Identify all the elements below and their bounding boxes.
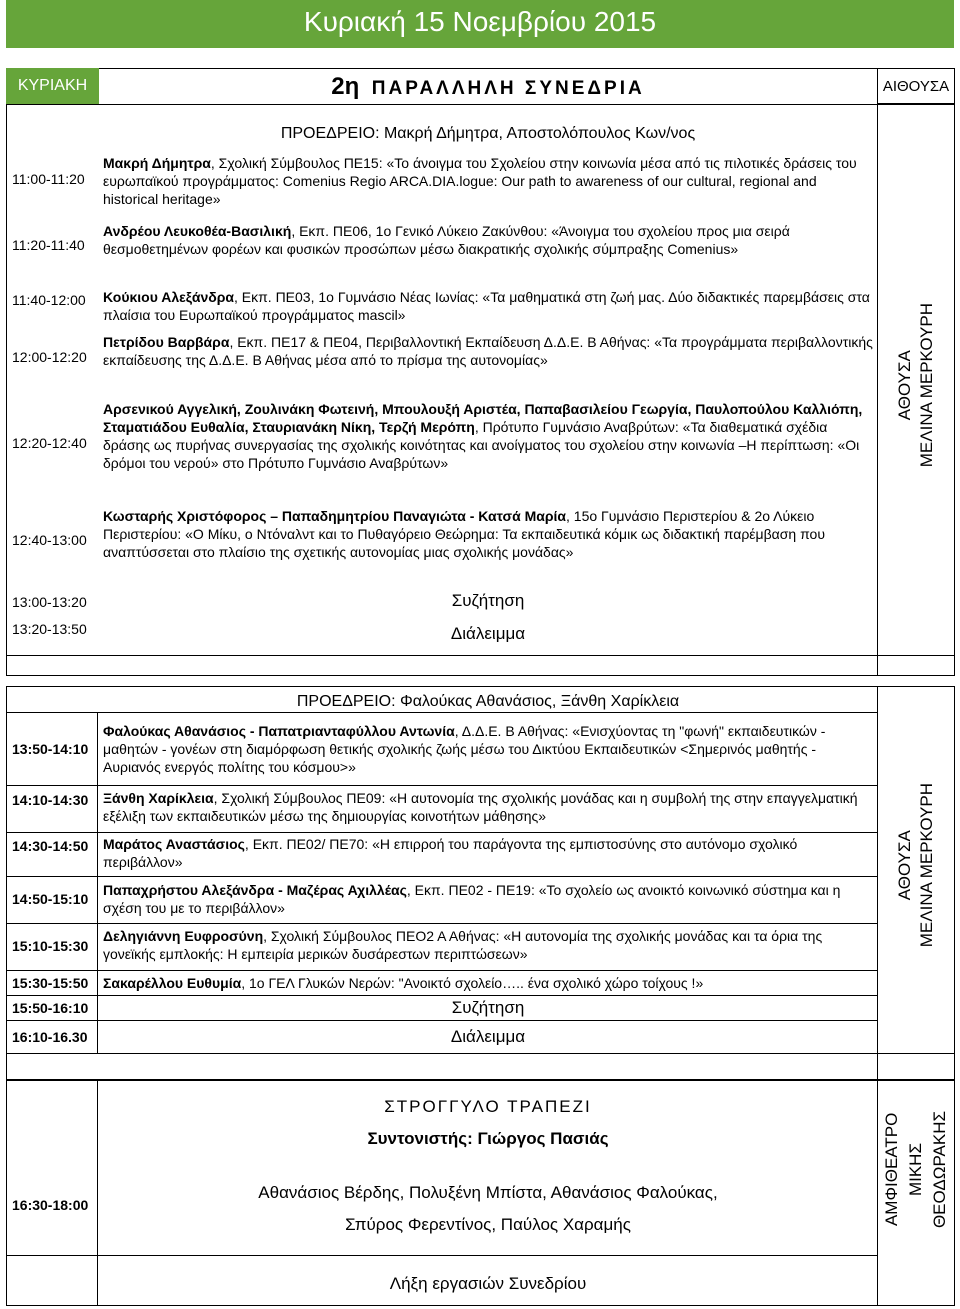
time-slot: 14:30-14:50	[12, 838, 89, 854]
time-slot: 15:50-16:10	[12, 1000, 89, 1016]
talk-author: Αρσενικού Αγγελική, Ζουλινάκη Φωτεινή, Μπουλουξή Αριστέα, Παπαβασιλείου Γεωργία, Παυλοπούλου Καλλιόπη, Σταματιάδου Ευθαλία, Σταυριανάκη Νίκη, Τερζή Μερόπη	[103, 401, 863, 435]
room-name-line: ΜΕΛΙΝΑ ΜΕΡΚΟΥΡΗ	[917, 782, 936, 948]
talk-entry	[103, 789, 873, 825]
time-slot: 11:40-12:00	[12, 292, 86, 308]
talk-author: Μακρή Δήμητρα	[103, 155, 211, 171]
talk-description: , Εκπ. ΠΕ06, 1ο Γενικό Λύκειο Ζακύνθου: «Άνοιγμα του σχολείου προς μια σειρά θεσμοθετημένων φορέων και φυσικών προσώπων μέσω διακρατικής σχολικής σύμπραξης Comenius»	[103, 223, 790, 257]
time-slot: 14:10-14:30	[12, 792, 89, 808]
talk-author: Δεληγιάννη Ευφροσύνη	[103, 928, 264, 944]
room-name-line: ΜΙΚΗΣ	[906, 1143, 925, 1197]
time-slot: 16:10-16.30	[12, 1029, 88, 1045]
round-table-coordinator: Συντονιστής: Γιώργος Πασιάς	[367, 1129, 609, 1148]
talk-entry	[103, 288, 873, 324]
talk-author: Ξάνθη Χαρίκλεια	[103, 790, 214, 806]
talk-entry	[103, 974, 873, 992]
block2-chair-text: ΠΡΟΕΔΡΕΙΟ: Φαλούκας Αθανάσιος, Ξάνθη Χαρίκλεια	[296, 693, 680, 710]
talk-description: , Εκπ. ΠΕ17 & ΠΕ04, Περιβαλλοντική Εκπαίδευση Δ.Δ.Ε. Β Αθήνας: «Τα προγράμματα περιβαλλοντικής εκπαίδευσης της Δ.Δ.Ε. Β Αθήνας μέσα από το πρίσμα της αυτονομίας»	[103, 334, 873, 368]
room-name-line: ΘΕΟΔΩΡΑΚΗΣ	[930, 1111, 949, 1229]
talk-description: , Σχολική Σύμβουλος ΠΕ15: «Το άνοιγμα του Σχολείου στην κοινωνία μέσα από τις πιλοτικές δράσεις του ευρωπαϊκού προγράμματος: Comenius Regio ARCA.DIA.logue: Our path to awareness of our cultural, regional and historical heritage»	[103, 155, 857, 207]
time-slot: 12:20-12:40	[12, 435, 87, 451]
time-slot: 14:50-15:10	[12, 891, 89, 907]
discussion-label: Συζήτηση	[451, 591, 525, 610]
block1-room-text	[894, 303, 938, 467]
break-label: Διάλειμμα	[450, 1027, 526, 1046]
talk-author: Ανδρέου Λευκοθέα-Βασιλική	[103, 223, 292, 239]
talk-entry	[103, 222, 873, 258]
block3-room-text	[880, 1111, 952, 1228]
time-slot: 11:20-11:40	[12, 237, 85, 253]
time-slot: 12:00-12:20	[12, 349, 87, 365]
time-slot: 16:30-18:00	[12, 1197, 89, 1213]
time-slot: 12:40-13:00	[12, 532, 87, 548]
talk-entry	[103, 333, 873, 369]
break-label: Διάλειμμα	[450, 624, 526, 643]
block2-chair	[99, 692, 877, 712]
round-table-panel	[99, 1177, 877, 1241]
room-name-line: ΜΕΛΙΝΑ ΜΕΡΚΟΥΡΗ	[917, 302, 936, 468]
room-header-text: ΑΙΘΟΥΣΑ	[882, 78, 950, 95]
time-slot: 15:10-15:30	[12, 938, 89, 954]
block1-room	[878, 260, 954, 510]
session-title: ΠΑΡΑΛΛΗΛΗ ΣΥΝΕΔΡΙΑ	[371, 78, 645, 99]
talk-author: Σακαρέλλου Ευθυμία	[103, 975, 242, 991]
talk-author: Κωσταρής Χριστόφορος – Παπαδημητρίου Παναγιώτα - Κατσά Μαρία	[103, 508, 567, 524]
time-slot: 13:20-13:50	[12, 621, 87, 637]
room-name-line: ΑΘΟΥΣΑ	[895, 829, 914, 901]
talk-author: Μαράτος Αναστάσιος	[103, 836, 245, 852]
talk-entry	[103, 835, 873, 871]
time-slot: 13:50-14:10	[12, 741, 89, 757]
talk-author: Φαλούκας Αθανάσιος - Παπατριανταφύλλου Αντωνία	[103, 723, 455, 739]
room-name-line: ΑΜΦΙΘΕΑΤΡΟ	[882, 1113, 901, 1227]
talk-description: , Εκπ. ΠΕ02 - ΠΕ19: «Το σχολείο ως ανοικτό κοινωνικό σύστημα και η σχέση του με το περιβάλλον»	[103, 882, 841, 916]
panel-line: Σπύρος Φερεντίνος, Παύλος Χαραμής	[345, 1215, 631, 1234]
block1-chair-text: ΠΡΟΕΔΡΕΙΟ: Μακρή Δήμητρα, Αποστολόπουλος Κων/νος	[280, 125, 696, 142]
talk-author: Κούκιου Αλεξάνδρα	[103, 289, 235, 305]
talk-description: , 15ο Γυμνάσιο Περιστερίου & 2ο Λύκειο Περιστερίου: «Ο Μίκυ, ο Ντόναλντ και το Πυθαγόρειο Θεώρημα: Τα εκπαιδευτικά κόμικ ως διδακτική παρέμβαση που αναπτύσσεται στο πλαίσιο της σχετικής αυτονομίας μιας σχολικής μονάδας»	[103, 508, 825, 560]
talk-entry	[103, 400, 873, 472]
block2-room-text	[894, 783, 938, 947]
block3-room	[878, 1090, 954, 1250]
talk-author: Παπαχρήστου Αλεξάνδρα - Μαζέρας Αχιλλέας	[103, 882, 407, 898]
time-slot: 13:00-13:20	[12, 594, 87, 610]
talk-entry	[103, 507, 873, 561]
talk-description: , Εκπ. ΠΕ03, 1ο Γυμνάσιο Νέας Ιωνίας: «Τα μαθηματικά στη ζωή μας. Δύο διδακτικές παρεμβάσεις στα πλαίσια του Ευρωπαϊκού προγράμματος mascil»	[103, 289, 870, 323]
talk-description: , Σχολική Σύμβουλος ΠΕ09: «Η αυτονομία της σχολικής μονάδας και η συμβολή της στην επαγγελματική εξέλιξη των εκπαιδευτικών μέσω της δημιουργίας κοινοτήτων μάθησης»	[103, 790, 858, 824]
session-header	[99, 68, 877, 104]
day-label	[6, 68, 99, 104]
talk-description: , Δ.Δ.Ε. Β Αθήνας: «Ενισχύοντας τη "φωνή" εκπαιδευτικών - μαθητών - γονέων στη διαμόρφωση θετικής σχολικής ζωής μέσω του Δικτύου Εκπαιδευτικών <Σημερινός μαθητής - Αυριανός ενεργός πολίτης του κόσμου>»	[103, 723, 826, 775]
talk-description: , 1ο ΓΕΛ Γλυκών Νερών: "Ανοικτό σχολείο….. ένα σχολικό χώρο τοίχους !»	[241, 975, 704, 991]
closing-text: Λήξη εργασιών Συνεδρίου	[389, 1274, 587, 1293]
talk-author: Πετρίδου Βαρβάρα	[103, 334, 230, 350]
block1-chair	[99, 124, 877, 144]
talk-entry	[103, 927, 873, 963]
block2-room	[878, 740, 954, 990]
panel-line: Αθανάσιος Βέρδης, Πολυξένη Μπίστα, Αθανάσιος Φαλούκας,	[258, 1183, 718, 1202]
session-prefix: 2η	[331, 73, 360, 100]
time-slot: 11:00-11:20	[12, 171, 85, 187]
talk-entry	[103, 154, 873, 208]
round-table-title: ΣΤΡΟΓΓΥΛΟ ΤΡΑΠΕΖΙ	[384, 1097, 592, 1116]
page-title: Κυριακή 15 Νοεμβρίου 2015	[303, 6, 657, 37]
talk-entry	[103, 722, 873, 776]
time-slot: 15:30-15:50	[12, 975, 89, 991]
talk-description: , Σχολική Σύμβουλος ΠΕΟ2 Α Αθήνας: «Η αυτονομία της σχολικής μονάδας και τα όρια της γονεϊκής εμπλοκής: Η εμπειρία μερικών δυσάρεστων περιπτώσεων»	[103, 928, 823, 962]
talk-description: , Πρότυπο Γυμνάσιο Αναβρύτων: «Τα διαθεματικά σχέδια δράσης ως πυρήνας συνεργασίας της σχολικής κοινότητας και ανοίγματος του σχολείου στην κοινωνία –Η περίπτωση: «Οι δρόμοι του νερού» στο Πρότυπο Γυμνάσιο Αναβρύτων»	[103, 419, 860, 471]
talk-description: , Εκπ. ΠΕ02/ ΠΕ70: «Η επιρροή του παράγοντα της εμπιστοσύνης στο αυτόνομο σχολικό περιβάλλον»	[103, 836, 798, 870]
room-header	[877, 68, 955, 104]
day-label-text: ΚΥΡΙΑΚΗ	[17, 77, 88, 94]
page-title-bar	[6, 0, 954, 48]
talk-entry	[103, 881, 873, 917]
discussion-label: Συζήτηση	[451, 998, 525, 1017]
room-name-line: ΑΘΟΥΣΑ	[895, 349, 914, 421]
